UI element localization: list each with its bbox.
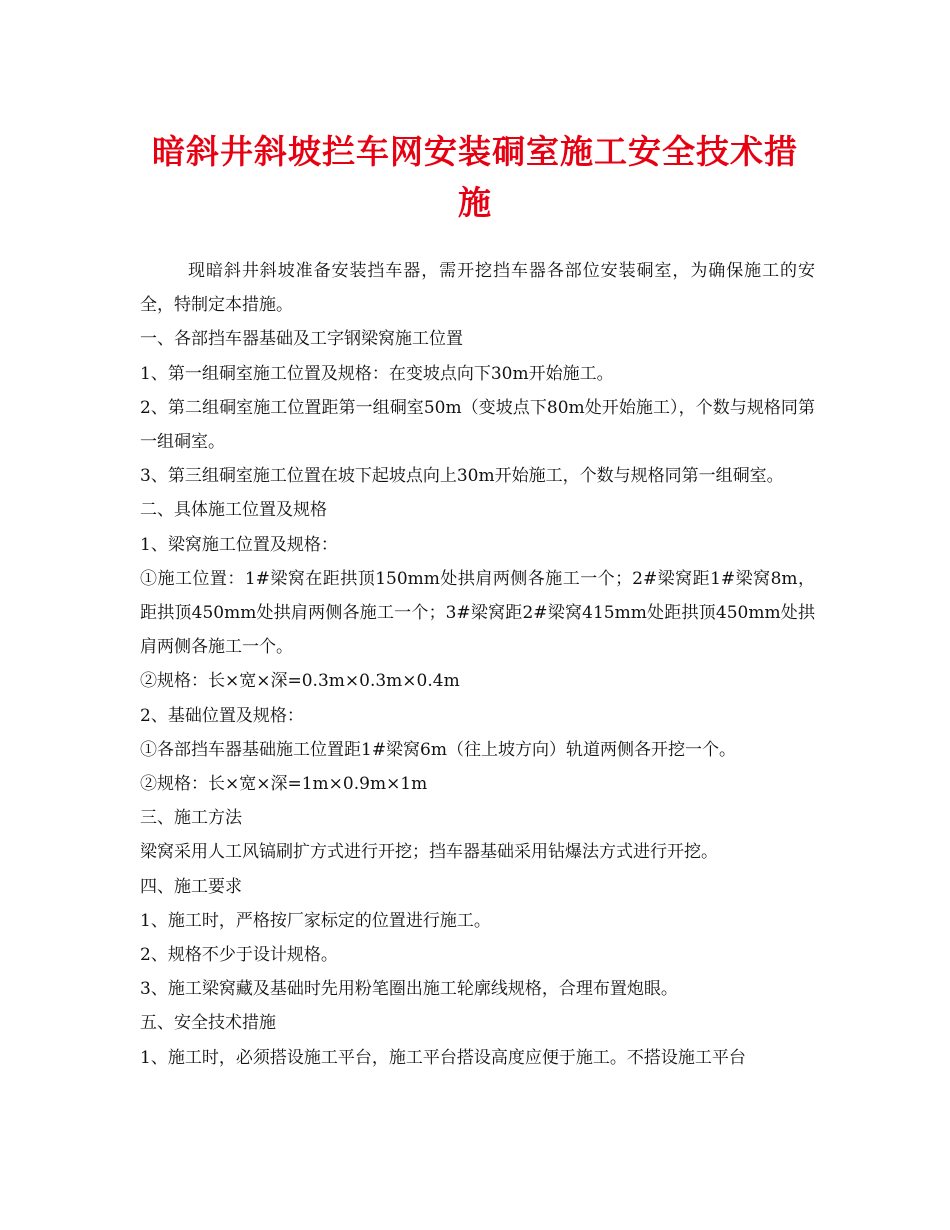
section-heading-2: 二、具体施工位置及规格 <box>140 500 327 521</box>
paragraph: 1、第一组硐室施工位置及规格：在变坡点向下30m开始施工。 <box>140 363 614 384</box>
paragraph: 3、第三组硐室施工位置在坡下起坡点向上30m开始施工，个数与规格同第一组硐室。 <box>140 466 784 487</box>
section-heading-1: 一、各部挡车器基础及工字钢梁窝施工位置 <box>140 329 463 350</box>
section-heading-4: 四、施工要求 <box>140 876 242 897</box>
intro-paragraph: 现暗斜井斜坡准备安装挡车器，需开挖挡车器各部位安装硐室，为确保施工的安全，特制定本措施。 <box>140 261 815 316</box>
paragraph: 1、施工时，严格按厂家标定的位置进行施工。 <box>140 910 491 931</box>
paragraph: 1、施工时，必须搭设施工平台，施工平台搭设高度应便于施工。不搭设施工平台 <box>140 1047 746 1068</box>
paragraph: ①施工位置：1#梁窝在距拱顶150mm处拱肩两侧各施工一个；2#梁窝距1#梁窝8m，距拱顶450mm处拱肩两侧各施工一个；3#梁窝距2#梁窝415mm处距拱顶450mm处拱肩两侧各施工一个。 <box>140 568 815 658</box>
paragraph: 梁窝采用人工风镐刷扩方式进行开挖；挡车器基础采用钻爆法方式进行开挖。 <box>140 842 718 863</box>
section-heading-3: 三、施工方法 <box>140 808 242 829</box>
paragraph: 1、梁窝施工位置及规格： <box>140 534 338 555</box>
paragraph: 2、第二组硐室施工位置距第一组硐室50m（变坡点下80m处开始施工），个数与规格同第一组硐室。 <box>140 397 815 453</box>
paragraph: 3、施工梁窝藏及基础时先用粉笔圈出施工轮廓线规格，合理布置炮眼。 <box>140 979 678 1000</box>
paragraph: 2、基础位置及规格： <box>140 705 304 726</box>
document-body <box>140 254 815 1075</box>
document-title: 暗斜井斜坡拦车网安装硐室施工安全技术措施 <box>152 132 798 222</box>
paragraph: 2、规格不少于设计规格。 <box>140 945 338 966</box>
section-heading-5: 五、安全技术措施 <box>140 1013 276 1034</box>
paragraph: ①各部挡车器基础施工位置距1#梁窝6m（往上坡方向）轨道两侧各开挖一个。 <box>140 739 736 760</box>
paragraph: ②规格：长×宽×深=0.3m×0.3m×0.4m <box>140 671 460 692</box>
paragraph: ②规格：长×宽×深=1m×0.9m×1m <box>140 774 428 795</box>
